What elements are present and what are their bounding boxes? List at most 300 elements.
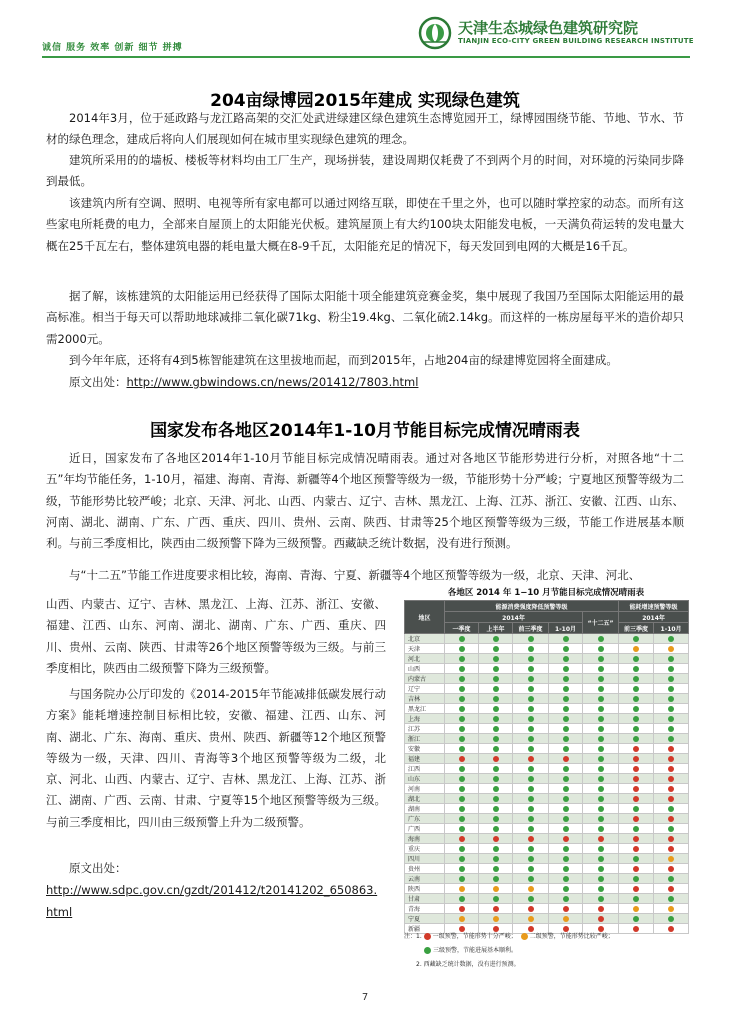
green-dot-icon (668, 826, 674, 832)
red-dot-icon (493, 756, 499, 762)
green-dot-icon (493, 676, 499, 682)
status-cell (479, 754, 513, 764)
orange-dot-icon (633, 906, 639, 912)
status-cell (619, 634, 654, 644)
green-dot-icon (633, 676, 639, 682)
status-cell (513, 884, 549, 894)
green-dot-icon (528, 716, 534, 722)
green-dot-icon (633, 656, 639, 662)
region-name: 宁夏 (405, 914, 445, 924)
region-name: 辽宁 (405, 684, 445, 694)
green-dot-icon (528, 676, 534, 682)
status-cell (513, 714, 549, 724)
green-dot-icon (459, 896, 465, 902)
header-col-6: 前三季度 (619, 623, 654, 634)
green-dot-icon (459, 786, 465, 792)
status-cell (549, 704, 583, 714)
green-dot-icon (668, 656, 674, 662)
red-dot-icon (668, 776, 674, 782)
header-col-1: 一季度 (445, 623, 479, 634)
status-cell (654, 874, 689, 884)
status-cell (445, 674, 479, 684)
green-dot-icon (459, 766, 465, 772)
status-cell (619, 654, 654, 664)
slogan: 诚信 服务 效率 创新 细节 拼搏 (42, 43, 183, 53)
region-name: 青海 (405, 904, 445, 914)
status-cell (479, 724, 513, 734)
green-dot-icon (528, 816, 534, 822)
status-cell (654, 664, 689, 674)
header-region: 地区 (405, 601, 445, 634)
table-row (405, 684, 689, 694)
green-dot-icon (563, 856, 569, 862)
status-cell (513, 774, 549, 784)
status-cell (583, 914, 619, 924)
status-cell (479, 894, 513, 904)
green-dot-icon (528, 896, 534, 902)
green-dot-icon (493, 796, 499, 802)
green-dot-icon (598, 666, 604, 672)
status-cell (654, 824, 689, 834)
region-name: 北京 (405, 634, 445, 644)
green-dot-icon (459, 636, 465, 642)
status-cell (583, 834, 619, 844)
status-cell (654, 754, 689, 764)
table-row (405, 804, 689, 814)
status-cell (583, 774, 619, 784)
green-dot-icon (459, 866, 465, 872)
status-cell (549, 714, 583, 724)
green-dot-icon (598, 776, 604, 782)
status-cell (479, 764, 513, 774)
status-cell (654, 654, 689, 664)
red-dot-icon (528, 906, 534, 912)
region-name: 海南 (405, 834, 445, 844)
status-cell (549, 784, 583, 794)
green-dot-icon (598, 696, 604, 702)
red-dot-icon (493, 906, 499, 912)
green-dot-icon (633, 806, 639, 812)
green-dot-icon (563, 776, 569, 782)
status-cell (513, 844, 549, 854)
status-cell (479, 804, 513, 814)
status-cell (583, 904, 619, 914)
status-cell (619, 874, 654, 884)
table-row (405, 754, 689, 764)
red-dot-icon (563, 906, 569, 912)
green-dot-icon (668, 686, 674, 692)
status-cell (479, 774, 513, 784)
table-row (405, 774, 689, 784)
status-cell (619, 854, 654, 864)
status-cell (619, 684, 654, 694)
status-cell (445, 784, 479, 794)
article2-paragraph-3: 与国务院办公厅印发的《2014-2015年节能减排低碳发展行动方案》能耗增速控制目标相比较，安徽、福建、江西、山东、河南、湖北、广东、海南、重庆、贵州、陕西、新疆等12个地区预警等级为一级，天津、四川、青海等3个地区预警等级为二级，北京、河北、山西、内蒙古、辽宁、吉林、黑龙江、上海、江苏、浙江、湖南、广西、云南、甘肃、宁夏等15个地区预警等级为三级。与前三季度相比，四川由三级预警上升为二级预警。 (46, 687, 386, 829)
table-row (405, 644, 689, 654)
green-dot-icon (598, 886, 604, 892)
article1-source (46, 372, 684, 393)
status-cell (654, 864, 689, 874)
red-dot-icon (633, 836, 639, 842)
status-cell (445, 724, 479, 734)
status-cell (619, 784, 654, 794)
green-dot-icon (563, 656, 569, 662)
green-dot-icon (528, 856, 534, 862)
status-cell (654, 854, 689, 864)
status-cell (619, 724, 654, 734)
green-dot-icon (598, 856, 604, 862)
green-dot-icon (598, 786, 604, 792)
green-dot-icon (668, 876, 674, 882)
header-group-intensity: 能源消费强度降低预警等级 (445, 601, 619, 612)
header-col-7: 1-10月 (654, 623, 689, 634)
status-cell (583, 684, 619, 694)
green-dot-icon (424, 947, 431, 954)
red-dot-icon (633, 886, 639, 892)
status-cell (513, 664, 549, 674)
region-name: 重庆 (405, 844, 445, 854)
green-dot-icon (459, 716, 465, 722)
green-dot-icon (598, 826, 604, 832)
status-cell (583, 854, 619, 864)
status-cell (583, 824, 619, 834)
green-dot-icon (668, 736, 674, 742)
institute-name-en: TIANJIN ECO-CITY GREEN BUILDING RESEARCH INSTITUTE (458, 37, 694, 45)
green-dot-icon (598, 806, 604, 812)
region-name: 甘肃 (405, 894, 445, 904)
green-dot-icon (633, 916, 639, 922)
region-name: 湖北 (405, 794, 445, 804)
green-dot-icon (493, 656, 499, 662)
status-cell (583, 784, 619, 794)
header-col-3: 前三季度 (513, 623, 549, 634)
region-name: 山东 (405, 774, 445, 784)
green-dot-icon (668, 676, 674, 682)
status-cell (654, 904, 689, 914)
green-dot-icon (668, 706, 674, 712)
orange-dot-icon (528, 916, 534, 922)
green-dot-icon (668, 806, 674, 812)
green-dot-icon (563, 826, 569, 832)
status-cell (513, 794, 549, 804)
article2-source-link-line-2[interactable]: html (46, 905, 73, 919)
green-dot-icon (598, 796, 604, 802)
red-dot-icon (633, 756, 639, 762)
green-dot-icon (493, 736, 499, 742)
status-cell (619, 754, 654, 764)
red-dot-icon (633, 766, 639, 772)
status-cell (583, 644, 619, 654)
region-name: 贵州 (405, 864, 445, 874)
table-body (405, 634, 689, 934)
status-cell (513, 764, 549, 774)
status-cell (513, 834, 549, 844)
status-cell (549, 744, 583, 754)
green-dot-icon (493, 866, 499, 872)
green-dot-icon (563, 786, 569, 792)
green-dot-icon (598, 756, 604, 762)
status-cell (479, 634, 513, 644)
green-dot-icon (493, 776, 499, 782)
green-dot-icon (598, 686, 604, 692)
article1-paragraph-4: 据了解，该栋建筑的太阳能运用已经获得了国际太阳能十项全能建筑竞赛金奖，集中展现了我国乃至国际太阳能运用的最高标准。相当于每天可以帮助地球减排二氧化碳71kg、粉尘19.4kg、二氧化硫2.14kg。而这样的一栋房屋每平米的造价却只需2000元。 (46, 289, 684, 346)
table-row (405, 654, 689, 664)
status-cell (583, 874, 619, 884)
status-cell (513, 854, 549, 864)
table-row (405, 894, 689, 904)
status-cell (479, 664, 513, 674)
status-cell (619, 824, 654, 834)
status-cell (549, 864, 583, 874)
orange-dot-icon (459, 916, 465, 922)
status-cell (583, 714, 619, 724)
status-cell (583, 804, 619, 814)
status-cell (654, 734, 689, 744)
orange-dot-icon (668, 906, 674, 912)
status-cell (479, 874, 513, 884)
orange-dot-icon (528, 886, 534, 892)
status-cell (549, 774, 583, 784)
status-cell (479, 824, 513, 834)
status-cell (479, 704, 513, 714)
region-name: 广西 (405, 824, 445, 834)
header-year-1: 2014年 (445, 612, 583, 623)
status-cell (513, 914, 549, 924)
orange-dot-icon (563, 916, 569, 922)
status-cell (445, 794, 479, 804)
red-dot-icon (633, 816, 639, 822)
orange-dot-icon (633, 646, 639, 652)
status-cell (619, 744, 654, 754)
legend-row-2 (404, 944, 688, 958)
green-dot-icon (459, 846, 465, 852)
status-cell (619, 864, 654, 874)
status-cell (549, 804, 583, 814)
legend-note: 注： (404, 933, 417, 940)
status-cell (513, 904, 549, 914)
green-dot-icon (459, 816, 465, 822)
green-dot-icon (528, 786, 534, 792)
article1-title: 204亩绿博园2015年建成 实现绿色建筑 (210, 91, 520, 111)
status-cell (619, 844, 654, 854)
green-dot-icon (459, 696, 465, 702)
green-dot-icon (598, 846, 604, 852)
status-cell (479, 654, 513, 664)
status-cell (619, 734, 654, 744)
region-name: 云南 (405, 874, 445, 884)
green-dot-icon (633, 826, 639, 832)
red-dot-icon (633, 786, 639, 792)
orange-dot-icon (521, 933, 528, 940)
status-cell (479, 644, 513, 654)
status-cell (513, 784, 549, 794)
table-row (405, 664, 689, 674)
green-dot-icon (528, 726, 534, 732)
status-cell (479, 684, 513, 694)
green-dot-icon (668, 636, 674, 642)
status-cell (445, 734, 479, 744)
green-dot-icon (493, 726, 499, 732)
status-cell (445, 704, 479, 714)
region-name: 浙江 (405, 734, 445, 744)
red-dot-icon (668, 846, 674, 852)
region-name: 江苏 (405, 724, 445, 734)
status-cell (479, 744, 513, 754)
status-cell (445, 694, 479, 704)
green-dot-icon (493, 716, 499, 722)
source-link[interactable]: http://www.gbwindows.cn/news/201412/7803.html (126, 375, 419, 389)
green-dot-icon (459, 656, 465, 662)
green-dot-icon (598, 866, 604, 872)
green-dot-icon (493, 876, 499, 882)
region-name: 河北 (405, 654, 445, 664)
status-cell (445, 754, 479, 764)
green-dot-icon (493, 636, 499, 642)
green-dot-icon (563, 666, 569, 672)
green-dot-icon (598, 896, 604, 902)
status-cell (549, 874, 583, 884)
region-name: 山西 (405, 664, 445, 674)
orange-dot-icon (668, 856, 674, 862)
article2-paragraph-2: 山西、内蒙古、辽宁、吉林、黑龙江、上海、江苏、浙江、安徽、福建、江西、山东、河南、湖北、湖南、广东、广西、重庆、四川、贵州、云南、陕西、甘肃等26个地区预警等级为三级。与前三季度相比，陕西由二级预警下降为三级预警。 (46, 597, 386, 675)
red-dot-icon (598, 906, 604, 912)
green-dot-icon (528, 776, 534, 782)
green-dot-icon (493, 856, 499, 862)
table-row (405, 694, 689, 704)
status-cell (513, 894, 549, 904)
status-cell (445, 864, 479, 874)
status-cell (654, 834, 689, 844)
status-cell (479, 834, 513, 844)
status-cell (445, 824, 479, 834)
green-dot-icon (668, 896, 674, 902)
green-dot-icon (563, 796, 569, 802)
green-dot-icon (493, 846, 499, 852)
status-cell (445, 744, 479, 754)
status-cell (654, 704, 689, 714)
green-dot-icon (563, 766, 569, 772)
orange-dot-icon (493, 916, 499, 922)
red-dot-icon (668, 796, 674, 802)
status-cell (513, 634, 549, 644)
green-dot-icon (563, 686, 569, 692)
green-dot-icon (668, 716, 674, 722)
table-row (405, 814, 689, 824)
green-dot-icon (598, 636, 604, 642)
green-dot-icon (528, 806, 534, 812)
article2-title: 国家发布各地区2014年1-10月节能目标完成情况晴雨表 (150, 421, 580, 441)
status-cell (445, 894, 479, 904)
status-cell (583, 704, 619, 714)
green-dot-icon (633, 716, 639, 722)
green-dot-icon (563, 866, 569, 872)
status-cell (583, 884, 619, 894)
red-dot-icon (668, 836, 674, 842)
status-cell (445, 664, 479, 674)
status-cell (445, 874, 479, 884)
status-cell (619, 774, 654, 784)
status-cell (549, 854, 583, 864)
status-cell (445, 644, 479, 654)
status-cell (445, 884, 479, 894)
status-cell (513, 824, 549, 834)
status-cell (619, 644, 654, 654)
green-dot-icon (563, 716, 569, 722)
green-dot-icon (528, 846, 534, 852)
status-cell (654, 894, 689, 904)
table-row (405, 914, 689, 924)
legend-red-label: 一级预警，节能形势十分严峻； (432, 933, 517, 940)
table-row (405, 864, 689, 874)
page-header (0, 0, 730, 62)
green-dot-icon (493, 816, 499, 822)
status-cell (479, 694, 513, 704)
green-dot-icon (563, 876, 569, 882)
status-cell (549, 664, 583, 674)
status-cell (654, 784, 689, 794)
green-dot-icon (528, 696, 534, 702)
green-dot-icon (598, 726, 604, 732)
region-name: 上海 (405, 714, 445, 724)
legend-green-label: 三级预警，节能进展基本顺利。 (433, 947, 518, 954)
status-cell (549, 794, 583, 804)
green-dot-icon (528, 796, 534, 802)
green-dot-icon (563, 736, 569, 742)
status-cell (654, 714, 689, 724)
green-dot-icon (528, 826, 534, 832)
red-dot-icon (633, 796, 639, 802)
status-cell (654, 694, 689, 704)
green-dot-icon (668, 726, 674, 732)
page-number: 7 (361, 992, 369, 1003)
status-cell (445, 814, 479, 824)
green-dot-icon (563, 706, 569, 712)
status-cell (619, 704, 654, 714)
table-row (405, 634, 689, 644)
article2-paragraph-2-intro: 与“十二五”节能工作进度要求相比较，海南、青海、宁夏、新疆等4个地区预警等级为一级，北京、天津、河北、 (69, 568, 641, 582)
region-name: 江西 (405, 764, 445, 774)
region-name: 安徽 (405, 744, 445, 754)
status-cell (513, 704, 549, 714)
status-cell (619, 664, 654, 674)
region-name: 新疆 (405, 924, 445, 934)
status-cell (619, 904, 654, 914)
green-dot-icon (459, 706, 465, 712)
status-cell (513, 804, 549, 814)
green-dot-icon (459, 726, 465, 732)
status-cell (583, 764, 619, 774)
green-dot-icon (528, 706, 534, 712)
table-row (405, 794, 689, 804)
red-dot-icon (459, 756, 465, 762)
region-name: 福建 (405, 754, 445, 764)
table-row (405, 824, 689, 834)
status-cell (445, 764, 479, 774)
status-cell (654, 644, 689, 654)
table-row (405, 734, 689, 744)
green-dot-icon (563, 746, 569, 752)
status-cell (549, 674, 583, 684)
table-row (405, 724, 689, 734)
green-dot-icon (563, 846, 569, 852)
status-cell (654, 794, 689, 804)
status-cell (513, 724, 549, 734)
article2-source-link-line-1[interactable]: http://www.sdpc.gov.cn/gzdt/201412/t20141202_650863. (46, 883, 378, 897)
status-cell (549, 644, 583, 654)
status-cell (445, 774, 479, 784)
orange-dot-icon (668, 646, 674, 652)
status-cell (479, 714, 513, 724)
